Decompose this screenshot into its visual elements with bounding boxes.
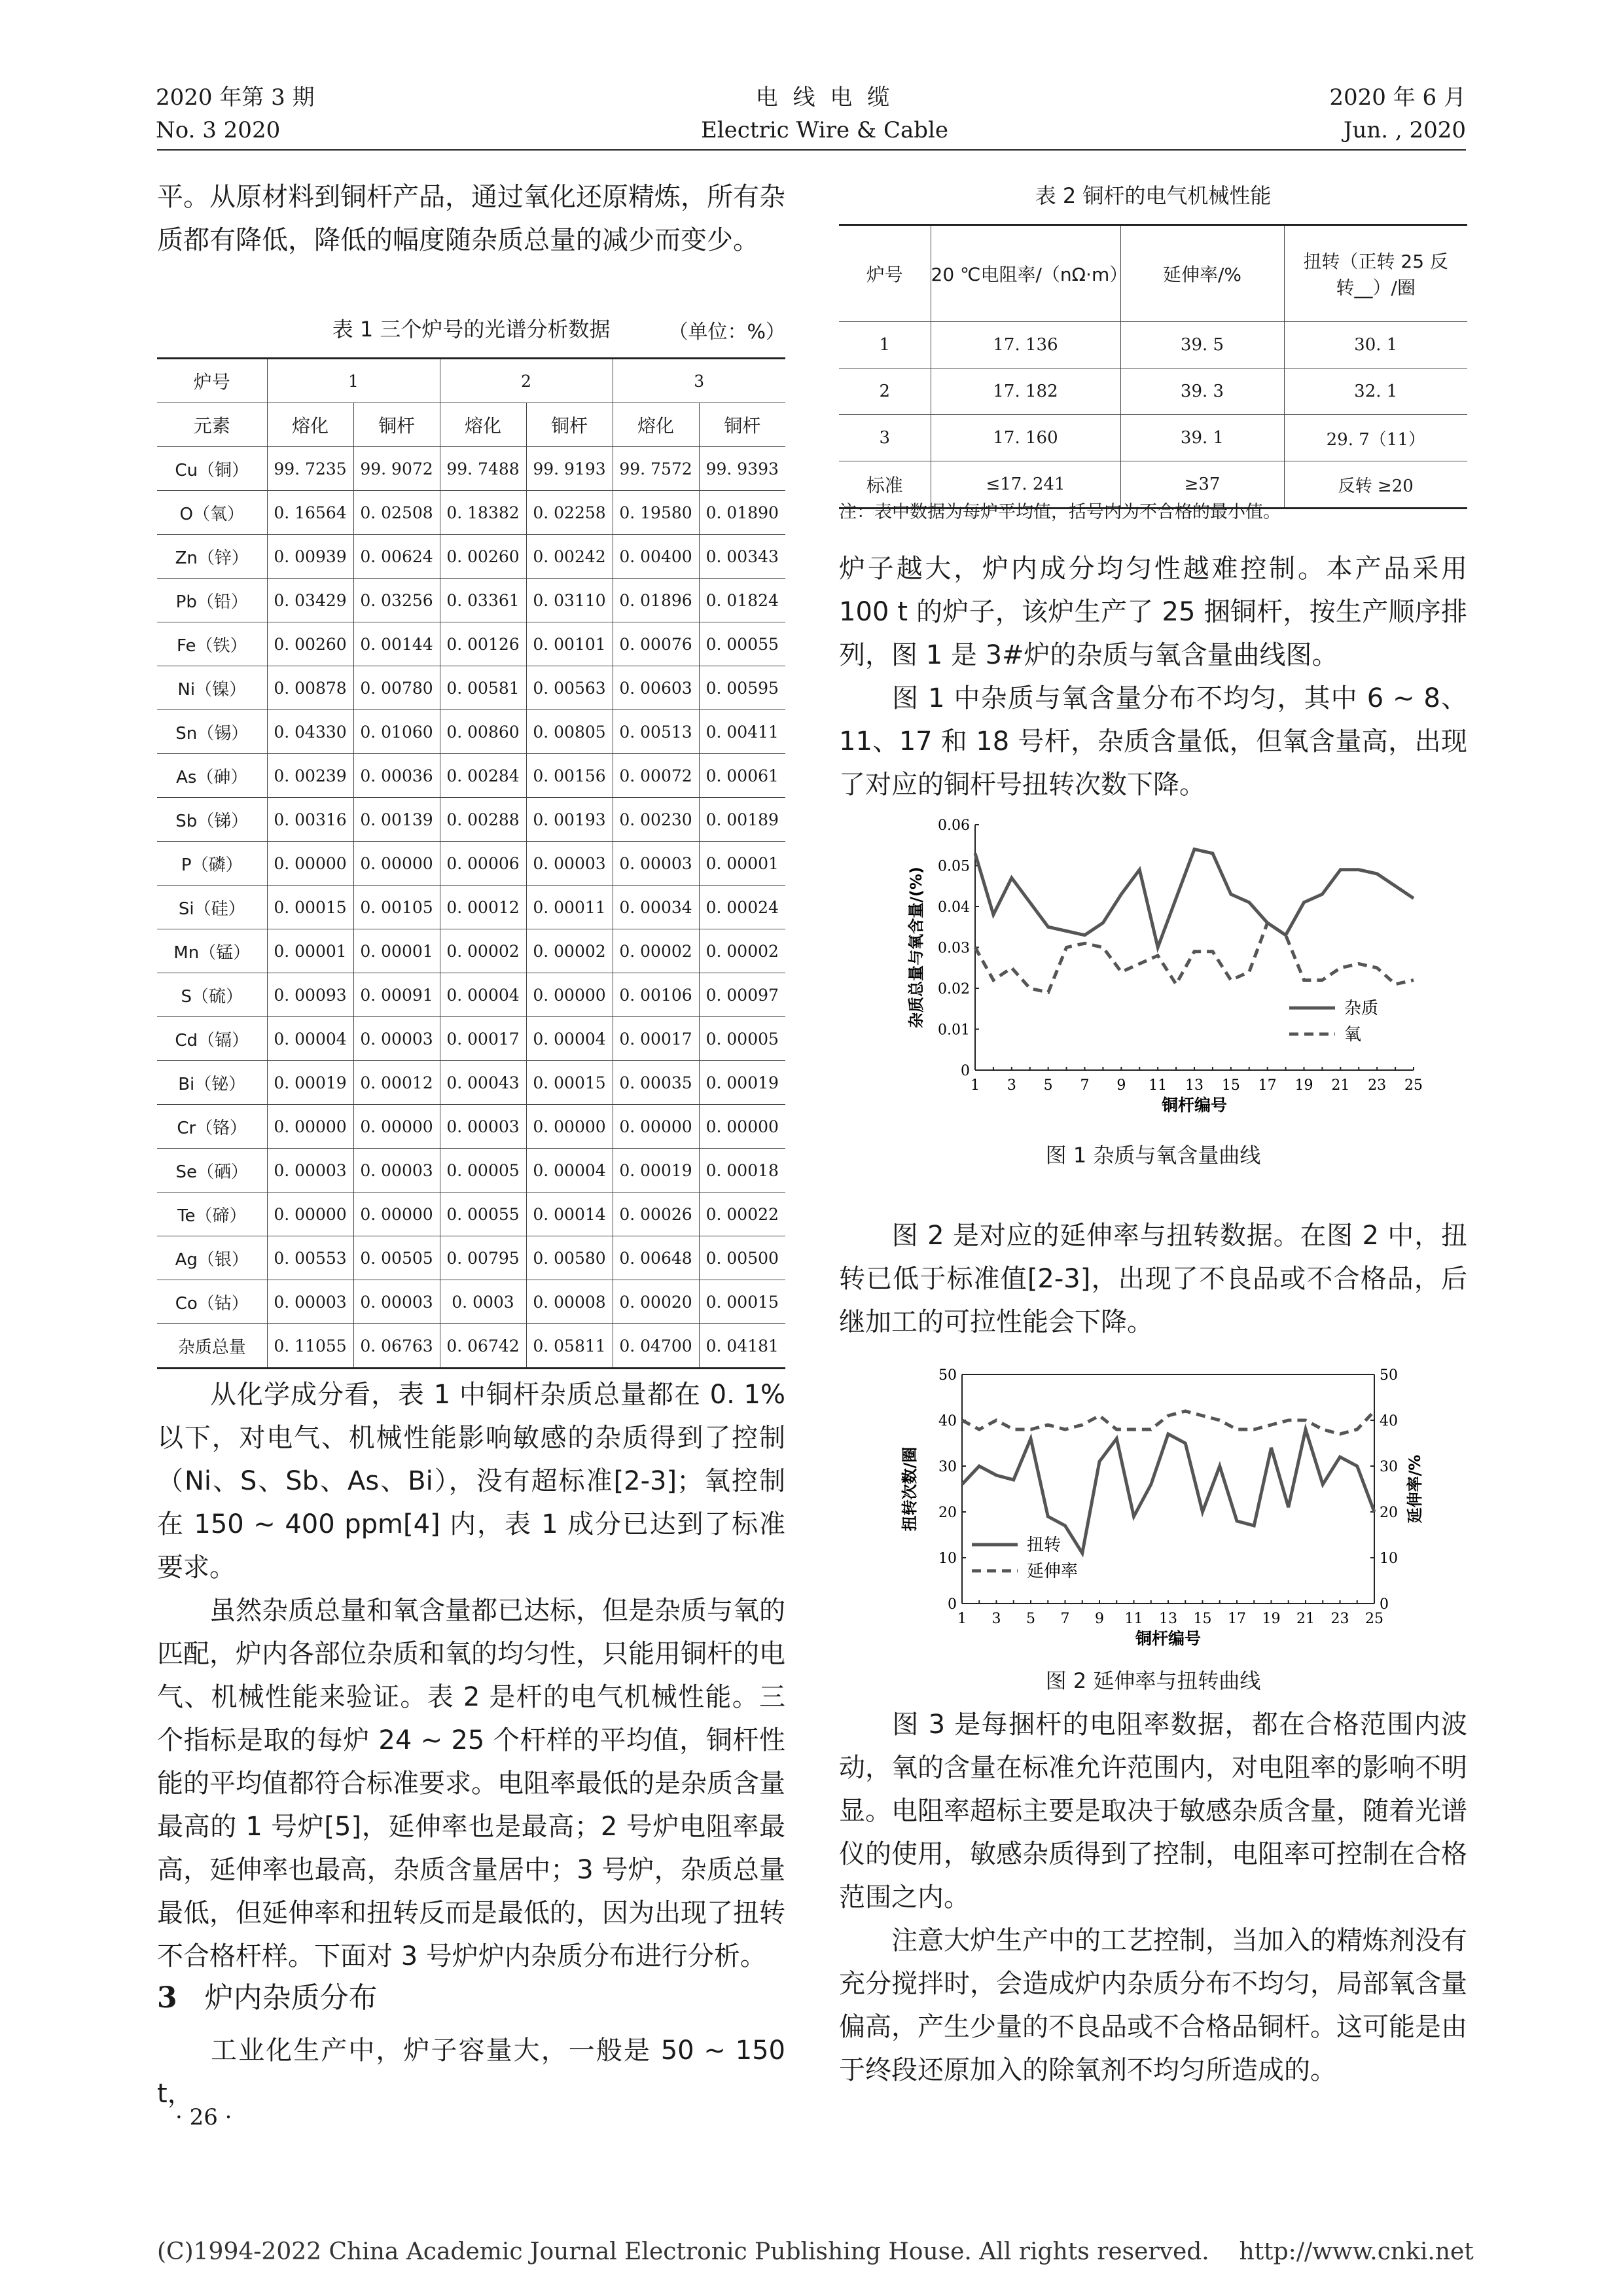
table1-cell: 0. 01824 <box>699 579 785 622</box>
x-tick-label: 11 <box>1149 1077 1168 1094</box>
table1-furnace-1: 1 <box>267 359 440 403</box>
paragraph-resistivity: 图 3 是每捆杆的电阻率数据，都在合格范围内波动，氧的含量在标准允许范围内，对电阻率的影响不明显。电阻率超标主要是取决于敏感杂质含量，随着光谱仪的使用，敏感杂质得到了控制，电阻率可控制在合格范围之内。 <box>839 1710 1467 1912</box>
table1-cell: 0. 00860 <box>440 710 526 754</box>
journal-name-en: Electric Wire & Cable <box>700 117 949 143</box>
table1-cell: 0. 00002 <box>613 929 699 973</box>
y-tick-label: 0 <box>948 1596 957 1613</box>
table1-cell: 0. 00239 <box>267 754 353 798</box>
series-line-杂质 <box>975 850 1414 948</box>
table1-cell: 0. 00553 <box>267 1236 353 1280</box>
table1-cell: 0. 19580 <box>613 491 699 535</box>
y-tick-label-right: 0 <box>1380 1596 1389 1613</box>
table1-cell: 0. 11055 <box>267 1324 353 1369</box>
table1-cell: 0. 00003 <box>353 1280 440 1324</box>
table1-cell: 0. 00019 <box>267 1061 353 1105</box>
table2-header: 20 ℃电阻率/（nΩ·m） <box>931 225 1120 322</box>
table1-cell: 0. 00603 <box>613 666 699 710</box>
y-axis-label-right: 延伸率/% <box>1406 1454 1424 1524</box>
table1-cell: 0. 00003 <box>353 1017 440 1061</box>
table1-element: As（砷） <box>157 754 267 798</box>
table-row <box>157 1236 785 1280</box>
table1-cell: 0. 00101 <box>526 622 613 666</box>
paragraph-intro: 平。从原材料到铜杆产品，通过氧化还原精炼，所有杂质都有降低，降低的幅度随杂质总量的减少而变少。 <box>157 182 785 255</box>
table1-cell: 0. 00288 <box>440 798 526 842</box>
y-tick-label-right: 50 <box>1380 1368 1398 1384</box>
table1-cell: 0. 00043 <box>440 1061 526 1105</box>
table2-header: 扭转（正转 25 反转__）/圈 <box>1284 225 1467 322</box>
table1-corner-top: 炉号 <box>157 359 267 403</box>
paragraph-matching: 虽然杂质总量和氧含量都已达标，但是杂质与氧的匹配，炉内各部位杂质和氧的均匀性，只能用铜杆的电气、机械性能来验证。表 2 是杆的电气机械性能。三个指标是取的每炉 24 ~ 25 个杆样的平均值，铜杆性能的平均值都符合标准要求。电阻率最低的是杂质含量最高的 1 号炉[5]，延伸率也是最高；2 号炉电阻率最高，延伸率也最高，杂质含量居中；3 号炉，杂质总量最低，但延伸率和扭转反而是最低的，因为出现了扭转不合格杆样。下面对 3 号炉炉内杂质分布进行分析。 <box>157 1596 785 1971</box>
header-right-line1: 2020 年 6 月 <box>1329 84 1466 111</box>
section-heading <box>157 1974 378 2016</box>
y-tick-label: 40 <box>938 1413 957 1429</box>
x-tick-label: 21 <box>1296 1611 1315 1627</box>
table1-cell: 0. 00001 <box>267 929 353 973</box>
table1-cell: 0. 00624 <box>353 535 440 579</box>
x-axis-label: 铜杆编号 <box>1161 1096 1228 1115</box>
table-row <box>157 886 785 929</box>
x-tick-label: 5 <box>1043 1077 1053 1094</box>
paragraph-fig2-desc: 图 2 是对应的延伸率与扭转数据。在图 2 中，扭转已低于标准值[2-3]，出现了不良品或不合格品，后继加工的可拉性能会下降。 <box>839 1221 1467 1337</box>
legend-label: 扭转 <box>1027 1535 1061 1555</box>
table-row <box>157 754 785 798</box>
table1-cell: 0. 02508 <box>353 491 440 535</box>
y-tick-label: 20 <box>938 1505 957 1521</box>
table1-cell: 0. 01896 <box>613 579 699 622</box>
table2-cell: 39. 1 <box>1120 415 1284 461</box>
table1-cell: 0. 06763 <box>353 1324 440 1369</box>
x-tick-label: 13 <box>1159 1611 1177 1627</box>
header-rule <box>157 149 1466 151</box>
table1-element: Cu（铜） <box>157 447 267 491</box>
table1-cell: 0. 00061 <box>699 754 785 798</box>
table1-cell: 0. 00105 <box>353 886 440 929</box>
table1-cell: 0. 18382 <box>440 491 526 535</box>
table1-cell: 0. 00004 <box>267 1017 353 1061</box>
table1-subheader: 铜杆 <box>353 403 440 447</box>
x-tick-label: 25 <box>1365 1611 1383 1627</box>
table1-cell: 0. 00024 <box>699 886 785 929</box>
table-row <box>157 1324 785 1369</box>
table1-cell: 0. 00795 <box>440 1236 526 1280</box>
table1-cell: 0. 03429 <box>267 579 353 622</box>
table1-subheader: 铜杆 <box>526 403 613 447</box>
table1-cell: 0. 02258 <box>526 491 613 535</box>
table1-cell: 0. 00011 <box>526 886 613 929</box>
table1-cell: 0. 00780 <box>353 666 440 710</box>
table1-cell: 0. 00595 <box>699 666 785 710</box>
table1-cell: 0. 00006 <box>440 842 526 886</box>
series-line-延伸率 <box>962 1411 1374 1434</box>
table1-element: Si（硅） <box>157 886 267 929</box>
table1-cell: 0. 00242 <box>526 535 613 579</box>
table1-cell: 0. 00505 <box>353 1236 440 1280</box>
x-tick-label: 13 <box>1185 1077 1204 1094</box>
x-tick-label: 21 <box>1331 1077 1350 1094</box>
table2-cell: 2 <box>839 368 931 415</box>
table1-cell: 0. 00014 <box>526 1193 613 1236</box>
table2-cell: 29. 7（11） <box>1284 415 1467 461</box>
table1-cell: 0. 00230 <box>613 798 699 842</box>
table1-cell: 0. 00012 <box>353 1061 440 1105</box>
table2-cell: 30. 1 <box>1284 322 1467 368</box>
table1-cell: 0. 00055 <box>699 622 785 666</box>
table1-cell: 0. 00001 <box>353 929 440 973</box>
table-row <box>839 415 1467 461</box>
table1-cell: 0. 00000 <box>613 1105 699 1149</box>
table-row <box>157 798 785 842</box>
table-row <box>157 447 785 491</box>
table1-cell: 0. 00189 <box>699 798 785 842</box>
table1-cell: 0. 00284 <box>440 754 526 798</box>
table1-cell: 0. 00003 <box>440 1105 526 1149</box>
table1-cell: 0. 00000 <box>267 1193 353 1236</box>
table1-cell: 0. 00004 <box>526 1149 613 1193</box>
y-tick-label-right: 20 <box>1380 1505 1398 1521</box>
y-tick-label: 10 <box>938 1551 957 1567</box>
table1-cell: 0. 04181 <box>699 1324 785 1369</box>
table1-subheader: 熔化 <box>613 403 699 447</box>
table1-element: Co（钴） <box>157 1280 267 1324</box>
table1-cell: 0. 00015 <box>699 1280 785 1324</box>
table1-element: Fe（铁） <box>157 622 267 666</box>
table1-cell: 0. 00563 <box>526 666 613 710</box>
x-tick-label: 23 <box>1330 1611 1349 1627</box>
table1-cell: 0. 00260 <box>440 535 526 579</box>
x-tick-label: 1 <box>971 1077 980 1094</box>
section-title: 炉内杂质分布 <box>204 1981 378 2015</box>
table2-cell: 32. 1 <box>1284 368 1467 415</box>
table-row <box>157 666 785 710</box>
table1-corner-bottom: 元素 <box>157 403 267 447</box>
table1-element: Te（碲） <box>157 1193 267 1236</box>
table1-cell: 0. 01060 <box>353 710 440 754</box>
table1-cell: 0. 00091 <box>353 973 440 1017</box>
table1-element: Bi（铋） <box>157 1061 267 1105</box>
x-axis-label: 铜杆编号 <box>1135 1629 1202 1648</box>
table1-cell: 0. 00156 <box>526 754 613 798</box>
table-row <box>839 368 1467 415</box>
table1-cell: 99. 7488 <box>440 447 526 491</box>
x-tick-label: 7 <box>1080 1077 1090 1094</box>
table1-cell: 0. 00513 <box>613 710 699 754</box>
paragraph-chemistry: 从化学成分看，表 1 中铜杆杂质总量都在 0. 1%以下，对电气、机械性能影响敏感的杂质得到了控制（Ni、S、Sb、As、Bi），没有超标准[2-3]；氧控制在 150 ~ 400 ppm[4] 内，表 1 成分已达到了标准要求。 <box>157 1380 785 1583</box>
table1-cell: 0. 00400 <box>613 535 699 579</box>
table1-cell: 0. 00000 <box>353 1105 440 1149</box>
figure1-caption: 图 1 杂质与氧含量曲线 <box>1045 1143 1261 1168</box>
table1-cell: 0. 00004 <box>526 1017 613 1061</box>
table1-cell: 0. 00022 <box>699 1193 785 1236</box>
paragraph-fig1-desc: 图 1 中杂质与氧含量分布不均匀，其中 6 ~ 8、11、17 和 18 号杆，杂质含量低，但氧含量高，出现了对应的铜杆号扭转次数下降。 <box>839 683 1467 800</box>
legend-label: 杂质 <box>1344 999 1379 1018</box>
table1-cell: 0. 00019 <box>699 1061 785 1105</box>
y-axis-label: 杂质总量与氧含量/(%) <box>907 867 925 1028</box>
section-number: 3 <box>157 1981 177 2015</box>
table1-cell: 0. 01890 <box>699 491 785 535</box>
table1-cell: 0. 00003 <box>353 1149 440 1193</box>
table2-cell: ≥37 <box>1120 461 1284 509</box>
left-column <box>157 175 785 262</box>
table2-cell: 标准 <box>839 461 931 509</box>
table1-cell: 0. 00000 <box>267 842 353 886</box>
y-tick-label: 50 <box>938 1368 957 1384</box>
figure2-elongation-torsion-chart <box>897 1368 1433 1656</box>
table1-cell: 0. 00015 <box>526 1061 613 1105</box>
table1-cell: 0. 00000 <box>699 1105 785 1149</box>
y-tick-label: 30 <box>938 1459 957 1475</box>
table1-cell: 0. 00018 <box>699 1149 785 1193</box>
x-tick-label: 23 <box>1368 1077 1387 1094</box>
legend-label: 延伸率 <box>1027 1562 1079 1581</box>
table-row <box>157 579 785 622</box>
table1-cell: 0. 00008 <box>526 1280 613 1324</box>
table2-cell: 39. 5 <box>1120 322 1284 368</box>
table1-element: Ag（银） <box>157 1236 267 1280</box>
table1-cell: 0. 0003 <box>440 1280 526 1324</box>
table1-caption-row <box>157 310 785 350</box>
series-line-扭转 <box>962 1429 1374 1553</box>
table1-cell: 0. 00035 <box>613 1061 699 1105</box>
y-tick-label: 0.02 <box>938 981 970 997</box>
table-row <box>157 622 785 666</box>
table1-cell: 0. 00500 <box>699 1236 785 1280</box>
table1-caption: 表 1 三个炉号的光谱分析数据 <box>332 317 611 342</box>
x-tick-label: 19 <box>1262 1611 1281 1627</box>
table1-cell: 0. 00316 <box>267 798 353 842</box>
table1-cell: 0. 00648 <box>613 1236 699 1280</box>
table2-cell: 1 <box>839 322 931 368</box>
table1-cell: 0. 00003 <box>267 1280 353 1324</box>
table1-cell: 99. 9072 <box>353 447 440 491</box>
table1-cell: 0. 00012 <box>440 886 526 929</box>
table1-subheader: 铜杆 <box>699 403 785 447</box>
table1-cell: 0. 00126 <box>440 622 526 666</box>
page-number: · 26 · <box>175 2104 232 2130</box>
table-row <box>839 322 1467 368</box>
table2-cell: 反转 ≥20 <box>1284 461 1467 509</box>
table-row <box>157 710 785 754</box>
table1-element: Sb（锑） <box>157 798 267 842</box>
table1-cell: 0. 00581 <box>440 666 526 710</box>
table1-cell: 99. 7572 <box>613 447 699 491</box>
table-row <box>157 491 785 535</box>
table1-cell: 0. 00036 <box>353 754 440 798</box>
table1-cell: 0. 00411 <box>699 710 785 754</box>
table1-element: Sn（锡） <box>157 710 267 754</box>
table1-cell: 0. 00805 <box>526 710 613 754</box>
x-tick-label: 3 <box>1007 1077 1016 1094</box>
left-column-body <box>157 1373 785 1978</box>
table1-element: Zn（锌） <box>157 535 267 579</box>
y-tick-label: 0.06 <box>938 818 970 834</box>
table-row <box>157 1149 785 1193</box>
table-row <box>157 1017 785 1061</box>
y-tick-label: 0.01 <box>938 1022 970 1039</box>
y-tick-label: 0.05 <box>938 858 970 875</box>
paragraph-furnace-size: 炉子越大，炉内成分均匀性越难控制。本产品采用 100 t 的炉子，该炉生产了 25 捆铜杆，按生产顺序排列，图 1 是 3#炉的杂质与氧含量曲线图。 <box>839 554 1467 670</box>
copyright-footer: (C)1994-2022 China Academic Journal Electronic Publishing House. All rights reserved. http://www.cnki.net <box>157 2238 1474 2265</box>
table2-cell: 17. 182 <box>931 368 1120 415</box>
table1-cell: 0. 04330 <box>267 710 353 754</box>
journal-name-cn: 电 线 电 缆 <box>755 84 894 111</box>
x-tick-label: 15 <box>1193 1611 1212 1627</box>
x-tick-label: 5 <box>1026 1611 1035 1627</box>
table1-cell: 0. 00193 <box>526 798 613 842</box>
x-tick-label: 9 <box>1095 1611 1104 1627</box>
figure1-impurity-oxygen-chart <box>903 818 1427 1132</box>
y-tick-label-right: 10 <box>1380 1551 1398 1567</box>
table1-element: Ni（镍） <box>157 666 267 710</box>
table1-cell: 0. 00003 <box>526 842 613 886</box>
table1-cell: 0. 03110 <box>526 579 613 622</box>
x-tick-label: 7 <box>1060 1611 1070 1627</box>
table-row <box>157 842 785 886</box>
table1-cell: 99. 7235 <box>267 447 353 491</box>
table1-cell: 0. 05811 <box>526 1324 613 1369</box>
table1-cell: 0. 00019 <box>613 1149 699 1193</box>
y-axis-label: 扭转次数/圈 <box>901 1446 919 1532</box>
table1-element: Se（硒） <box>157 1149 267 1193</box>
table1-cell: 0. 00015 <box>267 886 353 929</box>
table1-spectral-data <box>157 357 785 1369</box>
table2-note: 注：表中数据为每炉平均值，括号内为不合格的最小值。 <box>839 502 1281 522</box>
x-tick-label: 9 <box>1116 1077 1126 1094</box>
table1-element: Pb（铅） <box>157 579 267 622</box>
table1-furnace-3: 3 <box>613 359 785 403</box>
table1-cell: 0. 00000 <box>353 1193 440 1236</box>
table-row <box>157 1193 785 1236</box>
table2-caption: 表 2 铜杆的电气机械性能 <box>1035 183 1272 208</box>
table1-cell: 99. 9393 <box>699 447 785 491</box>
table1-element: Mn（锰） <box>157 929 267 973</box>
table1-cell: 0. 00002 <box>440 929 526 973</box>
table1-cell: 0. 00002 <box>526 929 613 973</box>
table1-cell: 0. 00002 <box>699 929 785 973</box>
x-tick-label: 3 <box>991 1611 1001 1627</box>
table1-cell: 0. 00034 <box>613 886 699 929</box>
table1-element: Cd（镉） <box>157 1017 267 1061</box>
x-tick-label: 15 <box>1221 1077 1240 1094</box>
table-row <box>157 1061 785 1105</box>
header-left-line2: No. 3 2020 <box>156 117 281 143</box>
table2-cell: 17. 160 <box>931 415 1120 461</box>
y-tick-label-right: 30 <box>1380 1459 1398 1475</box>
table1-cell: 0. 00097 <box>699 973 785 1017</box>
table1-element: S（硫） <box>157 973 267 1017</box>
table-row <box>157 1280 785 1324</box>
legend-label: 氧 <box>1344 1025 1362 1045</box>
y-tick-label-right: 40 <box>1380 1413 1398 1429</box>
x-tick-label: 17 <box>1258 1077 1277 1094</box>
table1-cell: 0. 00000 <box>267 1105 353 1149</box>
table2-cell: 17. 136 <box>931 322 1120 368</box>
x-tick-label: 17 <box>1228 1611 1246 1627</box>
paragraph-process-control: 注意大炉生产中的工艺控制，当加入的精炼剂没有充分搅拌时，会造成炉内杂质分布不均匀，局部氧含量偏高，产生少量的不良品或不合格品铜杆。这可能是由于终段还原加入的除氧剂不均匀所造成的。 <box>839 1926 1467 2085</box>
table1-cell: 0. 00020 <box>613 1280 699 1324</box>
table1-cell: 0. 00580 <box>526 1236 613 1280</box>
table1-cell: 0. 00004 <box>440 973 526 1017</box>
table1-cell: 0. 00343 <box>699 535 785 579</box>
table1-element: P（磷） <box>157 842 267 886</box>
table1-element: 杂质总量 <box>157 1324 267 1369</box>
right-column-top <box>839 547 1467 806</box>
table1-subheader: 熔化 <box>440 403 526 447</box>
table1-element: O（氧） <box>157 491 267 535</box>
table1-cell: 0. 00000 <box>526 973 613 1017</box>
table1-cell: 0. 00144 <box>353 622 440 666</box>
x-tick-label: 1 <box>957 1611 967 1627</box>
table2-mechanical-props <box>839 224 1467 509</box>
table1-element: Cr（铬） <box>157 1105 267 1149</box>
table1-cell: 0. 00000 <box>526 1105 613 1149</box>
table-row <box>157 535 785 579</box>
left-column-end <box>157 2029 785 2115</box>
header-left-line1: 2020 年第 3 期 <box>156 84 315 111</box>
table2-cell: ≤17. 241 <box>931 461 1120 509</box>
table-row <box>157 929 785 973</box>
y-tick-label: 0.03 <box>938 940 970 957</box>
header-right-line2: Jun. , 2020 <box>1343 117 1466 143</box>
paragraph-capacity: 工业化生产中，炉子容量大，一般是 50 ~ 150 t， <box>157 2036 785 2109</box>
table1-cell: 0. 03256 <box>353 579 440 622</box>
x-tick-label: 11 <box>1124 1611 1143 1627</box>
table2-cell: 39. 3 <box>1120 368 1284 415</box>
table1-cell: 0. 00005 <box>699 1017 785 1061</box>
table1-cell: 0. 00017 <box>613 1017 699 1061</box>
right-column-mid <box>839 1214 1467 1344</box>
figure2-caption: 图 2 延伸率与扭转曲线 <box>1045 1668 1261 1693</box>
table1-cell: 0. 00072 <box>613 754 699 798</box>
x-tick-label: 25 <box>1404 1077 1423 1094</box>
table1-cell: 0. 00003 <box>613 842 699 886</box>
table1-cell: 0. 00139 <box>353 798 440 842</box>
series-line-氧 <box>975 923 1414 992</box>
table1-cell: 0. 03361 <box>440 579 526 622</box>
table1-cell: 0. 00260 <box>267 622 353 666</box>
table-row <box>157 1105 785 1149</box>
table1-unit: （单位：%） <box>668 321 785 344</box>
table1-cell: 0. 00001 <box>699 842 785 886</box>
table1-subheader: 熔化 <box>267 403 353 447</box>
table1-cell: 99. 9193 <box>526 447 613 491</box>
y-tick-label: 0 <box>961 1063 970 1079</box>
x-tick-label: 19 <box>1294 1077 1313 1094</box>
y-tick-label: 0.04 <box>938 899 970 916</box>
table1-cell: 0. 00003 <box>267 1149 353 1193</box>
table1-cell: 0. 00076 <box>613 622 699 666</box>
table1-cell: 0. 00878 <box>267 666 353 710</box>
table2-header: 炉号 <box>839 225 931 322</box>
table1-cell: 0. 00055 <box>440 1193 526 1236</box>
table1-furnace-2: 2 <box>440 359 613 403</box>
table1-cell: 0. 00000 <box>353 842 440 886</box>
right-column-bottom <box>839 1703 1467 2092</box>
table1-cell: 0. 00939 <box>267 535 353 579</box>
table1-cell: 0. 16564 <box>267 491 353 535</box>
table1-cell: 0. 00005 <box>440 1149 526 1193</box>
table-row <box>157 973 785 1017</box>
table1-cell: 0. 00106 <box>613 973 699 1017</box>
table1-cell: 0. 00093 <box>267 973 353 1017</box>
table1-cell: 0. 06742 <box>440 1324 526 1369</box>
table2-cell: 3 <box>839 415 931 461</box>
table2-header: 延伸率/% <box>1120 225 1284 322</box>
table1-cell: 0. 04700 <box>613 1324 699 1369</box>
table1-cell: 0. 00026 <box>613 1193 699 1236</box>
table1-cell: 0. 00017 <box>440 1017 526 1061</box>
